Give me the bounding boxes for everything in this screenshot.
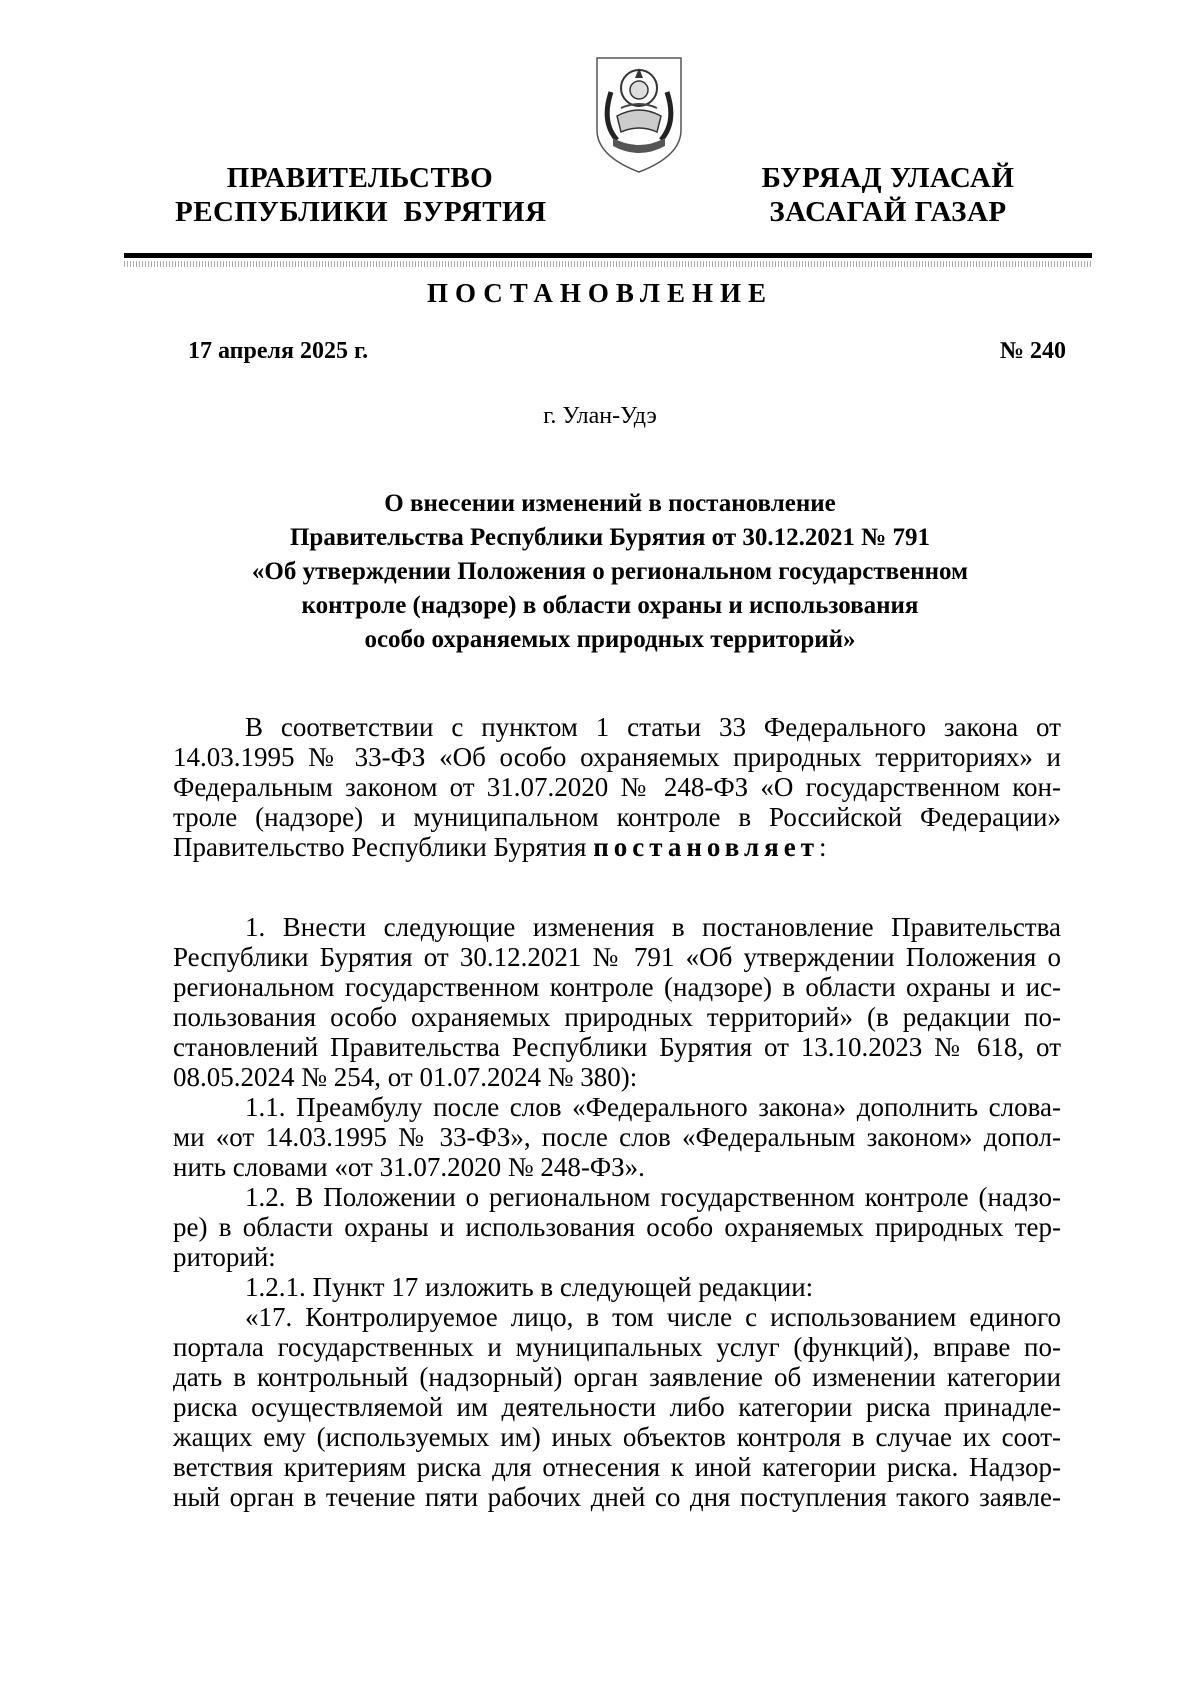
document-number: № 240 bbox=[999, 338, 1066, 364]
text-line bbox=[173, 832, 1061, 862]
clause-1-2-1-line: 1.2.1. Пункт 17 изложить в следующей редакции: bbox=[245, 1272, 814, 1302]
clauses-section bbox=[173, 912, 1061, 1512]
clause-1-line: 08.05.2024 № 254, от 01.07.2024 № 380): bbox=[173, 1062, 638, 1092]
clause-1-line: становлений Правительства Республики Бурятия от 13.10.2023 № 618, от bbox=[173, 1032, 1061, 1062]
item-17-line: портала государственных и муниципальных услуг (функций), вправе по- bbox=[173, 1332, 1061, 1362]
clause-1-line: пользования особо охраняемых природных территорий» (в редакции по- bbox=[173, 1002, 1061, 1032]
text-line: троле (надзоре) и муниципальном контроле в Российской Федерации» bbox=[173, 802, 1061, 832]
org-name-russian bbox=[175, 161, 545, 229]
item-17-line: «17. Контролируемое лицо, в том числе с использованием единого bbox=[245, 1302, 1061, 1332]
org-name-russian-line: ПРАВИТЕЛЬСТВО bbox=[226, 162, 494, 194]
title-line: особо охраняемых природных территорий» bbox=[364, 626, 856, 653]
item-17-line: жащих ему (используемых им) иных объектов контроля в случае их соот- bbox=[173, 1422, 1061, 1452]
clause-1-line: Республики Бурятия от 30.12.2021 № 791 «Об утверждении Положения о bbox=[173, 942, 1061, 972]
item-17-line: ный орган в течение пяти рабочих дней со дня поступления такого заявле- bbox=[173, 1482, 1061, 1512]
clause-1-1-line: 1.1. Преамбулу после слов «Федерального закона» дополнить слова- bbox=[245, 1092, 1061, 1122]
clause-1-line: 1. Внести следующие изменения в постановление Правительства bbox=[245, 912, 1061, 942]
clause-1-2-line: 1.2. В Положении о региональном государственном контроле (надзо- bbox=[245, 1182, 1061, 1212]
org-name-buryat bbox=[748, 161, 1028, 229]
clause-1-2-line: риторий: bbox=[173, 1242, 276, 1272]
text-line: 14.03.1995 № 33-ФЗ «Об особо охраняемых природных территориях» и bbox=[173, 742, 1061, 772]
coat-of-arms-emblem bbox=[591, 52, 687, 176]
clause-1-1-line: нить словами «от 31.07.2020 № 248-ФЗ». bbox=[173, 1152, 645, 1182]
clause-1-2-line: ре) в области охраны и использования особо охраняемых природных тер- bbox=[173, 1212, 1061, 1242]
header-divider-hatch bbox=[124, 261, 1092, 267]
decree-word: постановляет bbox=[593, 832, 819, 862]
title-line: О внесении изменений в постановление bbox=[384, 490, 836, 517]
title-line: Правительства Республики Бурятия от 30.12.2021 № 791 bbox=[289, 524, 930, 551]
org-name-russian-line: РЕСПУБЛИКИ БУРЯТИЯ bbox=[175, 196, 547, 228]
item-17-line: дать в контрольный (надзорный) орган заявление об изменении категории bbox=[173, 1362, 1061, 1392]
clause-1-line: региональном государственном контроле (надзоре) в области охраны и ис- bbox=[173, 972, 1061, 1002]
preamble-paragraph bbox=[173, 712, 1061, 862]
org-name-buryat-line: ЗАСАГАЙ ГАЗАР bbox=[769, 196, 1007, 228]
document-type: ПОСТАНОВЛЕНИЕ bbox=[426, 278, 774, 308]
header-divider bbox=[124, 253, 1092, 258]
title-line: контроле (надзоре) в области охраны и использования bbox=[301, 592, 919, 619]
document-title bbox=[170, 487, 1050, 657]
org-name-buryat-line: БУРЯАД УЛАСАЙ bbox=[761, 162, 1015, 194]
title-line: «Об утверждении Положения о региональном государственном bbox=[251, 558, 969, 585]
item-17-line: риска осуществляемой им деятельности либо категории риска принадле- bbox=[173, 1392, 1061, 1422]
document-date: 17 апреля 2025 г. bbox=[188, 338, 369, 364]
preamble-last-line-text: Правительство Республики Бурятия bbox=[173, 832, 594, 862]
text-line: В соответствии с пунктом 1 статьи 33 Федерального закона от bbox=[245, 712, 1061, 742]
text-line: Федеральным законом от 31.07.2020 № 248-ФЗ «О государственном кон- bbox=[173, 772, 1061, 802]
item-17-line: ветствия критериям риска для отнесения к иной категории риска. Надзор- bbox=[173, 1452, 1061, 1482]
document-city: г. Улан-Удэ bbox=[543, 403, 657, 429]
clause-1-1-line: ми «от 14.03.1995 № 33-ФЗ», после слов «Федеральным законом» допол- bbox=[173, 1122, 1061, 1152]
preamble-colon: : bbox=[818, 832, 827, 862]
